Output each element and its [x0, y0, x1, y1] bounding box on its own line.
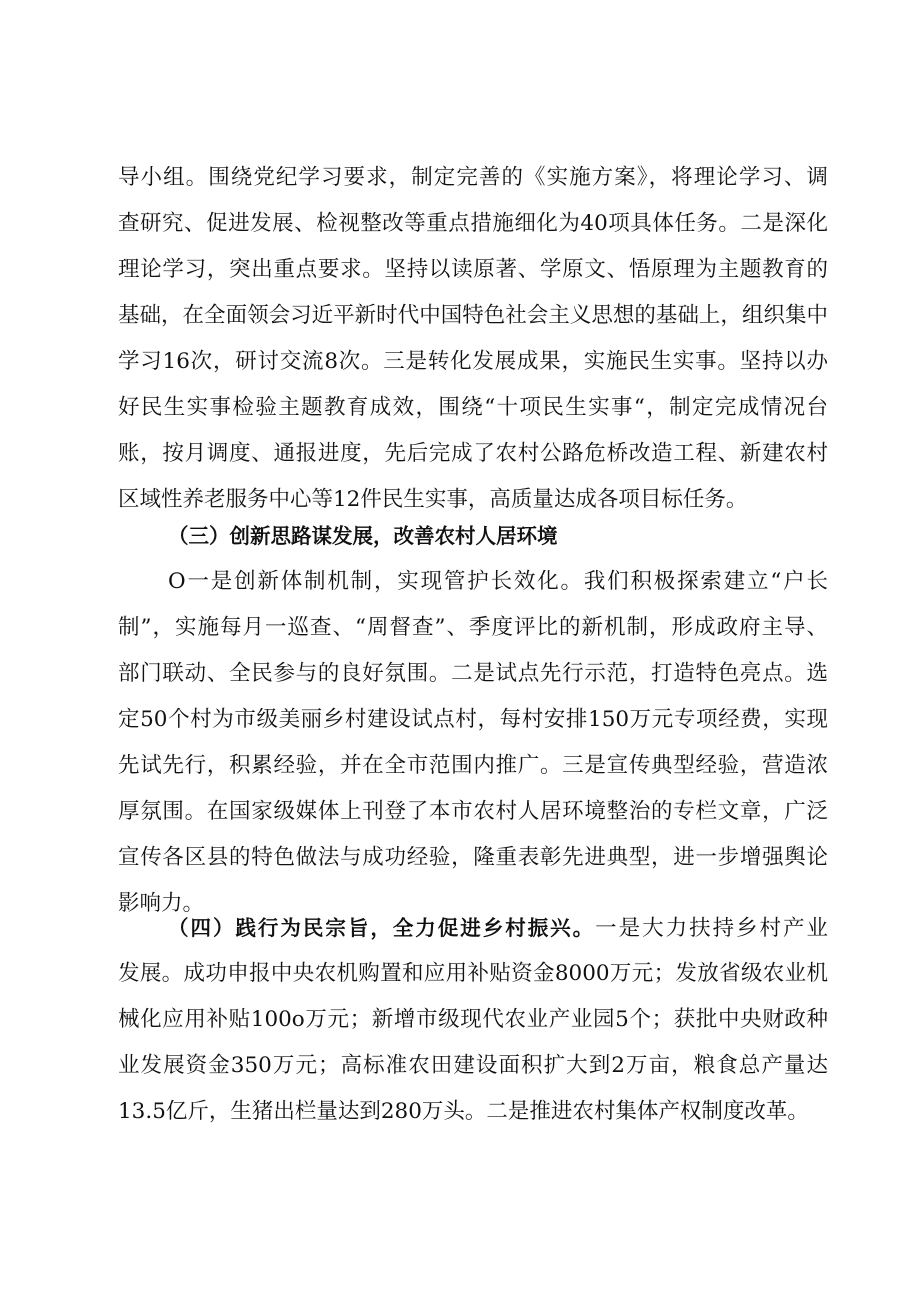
text-line: 理论学习，突出重点要求。坚持以读原著、学原文、悟原理为主题教育的	[118, 257, 828, 282]
text-line: 部门联动、全民参与的良好氛围。二是试点先行示范，打造特色亮点。选	[118, 661, 828, 686]
text-line: 械化应用补贴100o万元；新增市级现代农业产业园5个；获批中央财政种	[118, 1007, 828, 1032]
section-heading: （三）创新思路谋发展，改善农村人居环境	[168, 524, 558, 548]
text-line: 先试先行，积累经验，并在全市范围内推广。三是宣传典型经验，营造浓	[118, 753, 828, 778]
section-heading: （四）践行为民宗旨，全力促进乡村振兴。	[168, 916, 596, 940]
section-4	[118, 905, 828, 1135]
text-run: 一是大力扶持乡村产业	[595, 916, 828, 941]
text-line: 好民生实事检验主题教育成效，围绕“十项民生实事“，制定完成情况台	[118, 395, 828, 420]
text-line: 发展。成功申报中央农机购置和应用补贴资金8000万元；发放省级农业机	[118, 961, 828, 986]
text-line: 学习16次，研讨交流8次。三是转化发展成果，实施民生实事。坚持以办	[118, 349, 828, 374]
text-line: 导小组。围绕党纪学习要求，制定完善的《实施方案》，将理论学习、调	[118, 165, 828, 190]
text-line: 影响力。	[118, 891, 205, 916]
text-line: O一是创新体制机制，实现管护长效化。我们积极探索建立“户长	[168, 569, 828, 594]
text-line: 业发展资金350万元；高标准农田建设面积扩大到2万亩，粮食总产量达	[118, 1053, 828, 1078]
text-line: 基础，在全面领会习近平新时代中国特色社会主义思想的基础上，组织集中	[118, 303, 828, 328]
paragraph-1	[118, 155, 828, 523]
text-line: 查研究、促进发展、检视整改等重点措施细化为40项具体任务。二是深化	[118, 211, 828, 236]
text-line: 区域性养老服务中心等12件民生实事，高质量达成各项目标任务。	[118, 487, 748, 512]
text-line: 账，按月调度、通报进度，先后完成了农村公路危桥改造工程、新建农村	[118, 441, 828, 466]
text-line: 宣传各区县的特色做法与成功经验，隆重表彰先进典型，进一步增强舆论	[118, 845, 828, 870]
section-4-first-line	[118, 905, 828, 951]
section-3	[118, 513, 828, 927]
text-line: 制”，实施每月一巡查、“周督查”、季度评比的新机制，形成政府主导、	[118, 615, 828, 640]
text-line: 厚氛围。在国家级媒体上刊登了本市农村人居环境整治的专栏文章，广泛	[118, 799, 828, 824]
text-line: 13.5亿斤，生猪出栏量达到280万头。二是推进农村集体产权制度改革。	[118, 1099, 809, 1124]
text-line: 定50个村为市级美丽乡村建设试点村，每村安排150万元专项经费，实现	[118, 707, 828, 732]
